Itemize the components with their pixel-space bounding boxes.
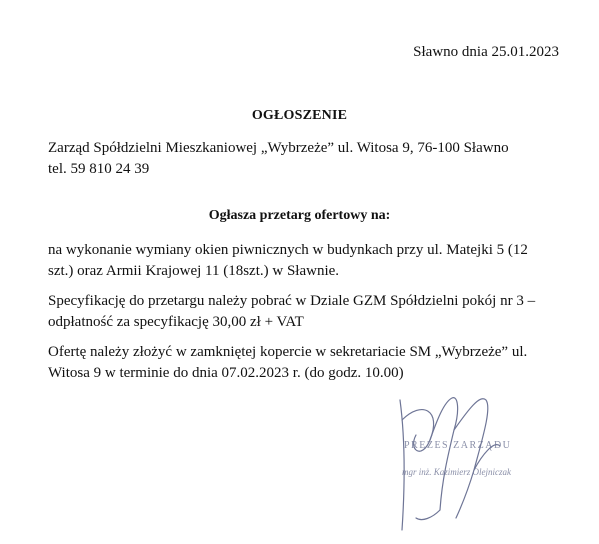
specification-paragraph <box>48 291 568 333</box>
signature-stroke <box>402 410 434 452</box>
scope-line: szt.) oraz Armii Krajowej 11 (18szt.) w Sławnie. <box>48 263 340 279</box>
offer-line: Ofertę należy złożyć w zamkniętej kopercie w sekretariacie SM „Wybrzeże” ul. <box>48 344 528 360</box>
signature-stroke <box>430 398 458 510</box>
spec-line: odpłatność za specyfikację 30,00 zł + VAT <box>48 314 304 330</box>
tender-heading: Ogłasza przetarg ofertowy na: <box>208 208 391 223</box>
issuer-phone: tel. 59 810 24 39 <box>48 161 150 177</box>
document-date: Sławno dnia 25.01.2023 <box>413 44 559 60</box>
document-title: OGŁOSZENIE <box>251 108 348 123</box>
tender-scope-paragraph <box>48 240 568 282</box>
spec-line: Specyfikację do przetargu należy pobrać w Dziale GZM Spółdzielni pokój nr 3 – <box>48 293 536 309</box>
stamp-title: PREZES ZARZĄDU <box>404 440 512 451</box>
signature-stroke <box>416 510 440 520</box>
scope-line: na wykonanie wymiany okien piwnicznych w budynkach przy ul. Matejki 5 (12 <box>48 242 528 258</box>
offer-line: Witosa 9 w terminie do dnia 07.02.2023 r. (do godz. 10.00) <box>48 365 404 381</box>
handwritten-signature <box>382 380 562 540</box>
issuer-block <box>48 138 568 180</box>
issuer-address: Zarząd Spółdzielni Mieszkaniowej „Wybrzeże” ul. Witosa 9, 76-100 Sławno <box>48 140 509 156</box>
stamp-name: mgr inż. Kazimierz Olejniczak <box>402 467 511 477</box>
signature-stamp <box>382 380 562 540</box>
offer-submission-paragraph <box>48 342 568 384</box>
signature-stroke <box>454 399 488 518</box>
